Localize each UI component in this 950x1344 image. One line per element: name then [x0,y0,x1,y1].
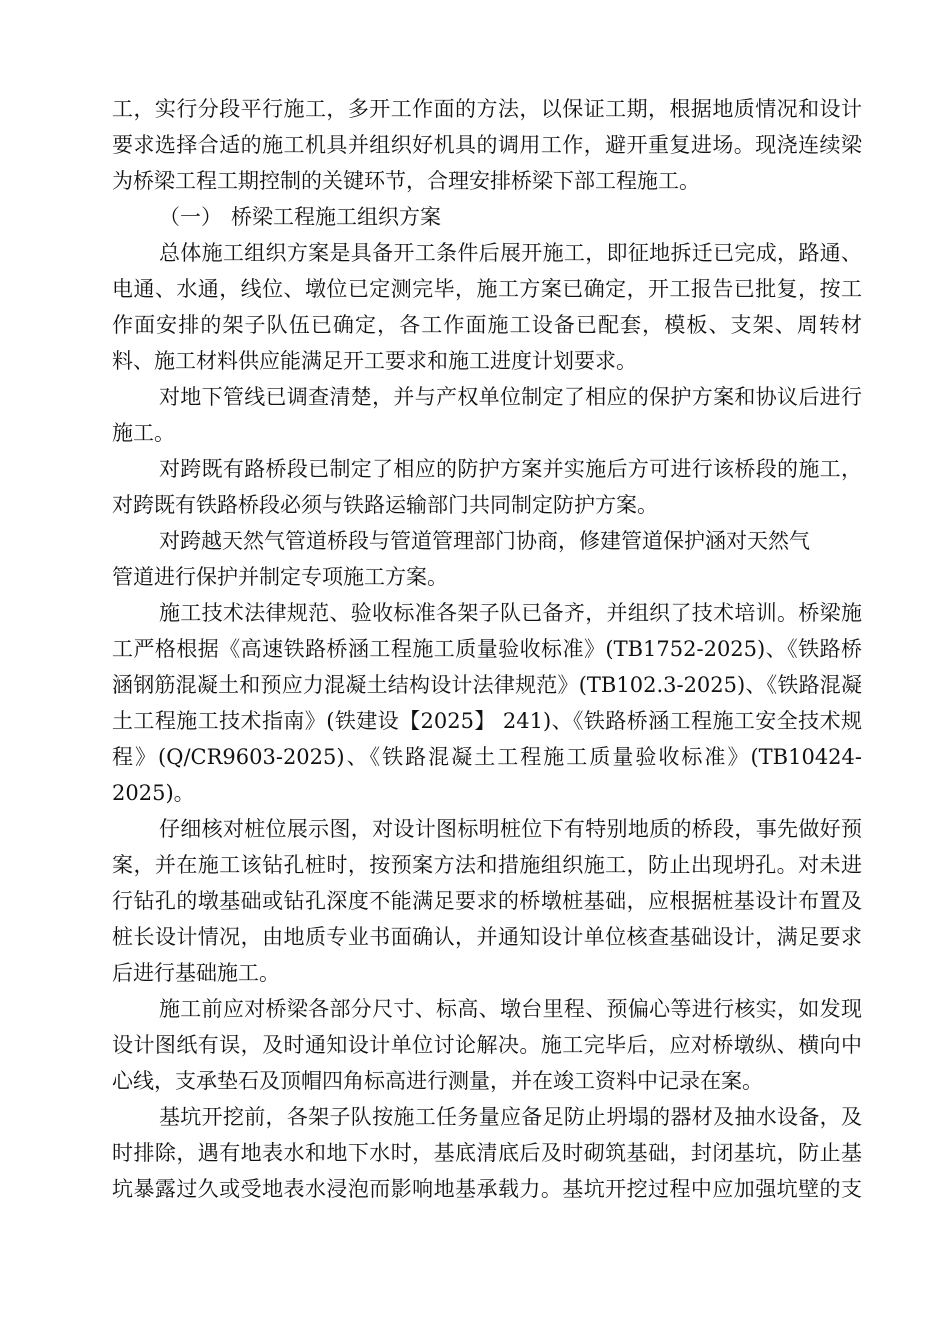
text-line: 后进行基础施工。 [112,961,280,985]
section-heading [159,202,862,232]
text-line: 管道进行保护并制定专项施工方案。 [112,565,448,589]
text-line: 要求选择合适的施工机具并组织好机具的调用工作，避开重复进场。现浇连续梁 [112,133,862,157]
section-title: 桥梁工程施工组织方案 [231,205,441,229]
text-line: 电通、水通，线位、墩位已定测完毕，施工方案已确定，开工报告已批复，按工 [112,277,862,301]
text-line: 心线，支承垫石及顶帽四角标高进行测量，并在竣工资料中记录在案。 [112,1069,763,1093]
text-line: 总体施工组织方案是具备开工条件后展开施工，即征地拆迁已完成，路通、 [159,241,862,265]
text-line: 对地下管线已调查清楚，并与产权单位制定了相应的保护方案和协议后进行 [159,385,862,409]
text-line: 基坑开挖前，各架子队按施工任务量应备足防止坍塌的器材及抽水设备，及 [159,1105,862,1129]
text-line: 土工程施工技术指南》(铁建设【2025】 241)、《铁路桥涵工程施工安全技术规 [112,709,862,733]
text-line: 对跨越天然气管道桥段与管道管理部门协商，修建管道保护涵对天然气 [159,529,810,553]
text-line: 行钻孔的墩基础或钻孔深度不能满足要求的桥墩桩基础，应根据桩基设计布置及 [112,889,862,913]
text-line: 工，实行分段平行施工，多开工作面的方法，以保证工期，根据地质情况和设计 [112,97,862,121]
text-line: 施工前应对桥梁各部分尺寸、标高、墩台里程、预偏心等进行核实，如发现 [159,997,862,1021]
text-line: 案，并在施工该钻孔桩时，按预案方法和措施组织施工，防止出现坍孔。对未进 [112,853,862,877]
text-line: 对跨既有铁路桥段必须与铁路运输部门共同制定防护方案。 [112,493,658,517]
text-line: 对跨既有路桥段已制定了相应的防护方案并实施后方可进行该桥段的施工， [159,457,862,481]
text-line: 坑暴露过久或受地表水浸泡而影响地基承载力。基坑开挖过程中应加强坑壁的支 [112,1177,862,1201]
text-line: 2025)。 [112,781,195,805]
text-line: 时排除，遇有地表水和地下水时，基底清底后及时砌筑基础，封闭基坑，防止基 [112,1141,862,1165]
text-line: 仔细核对桩位展示图，对设计图标明桩位下有特别地质的桥段，事先做好预 [159,817,862,841]
text-line: 施工。 [112,421,175,445]
text-line: 程》(Q/CR9603-2025)、《铁路混凝土工程施工质量验收标准》(TB10424- [112,745,862,769]
section-number: （一） [159,205,222,229]
text-line: 涵钢筋混凝土和预应力混凝土结构设计法律规范》(TB102.3-2025)、《铁路混凝 [112,673,862,697]
text-line: 作面安排的架子队伍已确定，各工作面施工设备已配套，模板、支架、周转材 [112,313,862,337]
text-line: 料、施工材料供应能满足开工要求和施工进度计划要求。 [112,349,637,373]
text-line: 桩长设计情况，由地质专业书面确认，并通知设计单位核查基础设计，满足要求 [112,925,862,949]
text-line: 设计图纸有误，及时通知设计单位讨论解决。施工完毕后，应对桥墩纵、横向中 [112,1033,862,1057]
text-line: 为桥梁工程工期控制的关键环节，合理安排桥梁下部工程施工。 [112,169,700,193]
text-line: 工严格根据《高速铁路桥涵工程施工质量验收标准》(TB1752-2025)、《铁路桥 [112,637,862,661]
text-line: 施工技术法律规范、验收标准各架子队已备齐，并组织了技术培训。桥梁施 [159,601,862,625]
